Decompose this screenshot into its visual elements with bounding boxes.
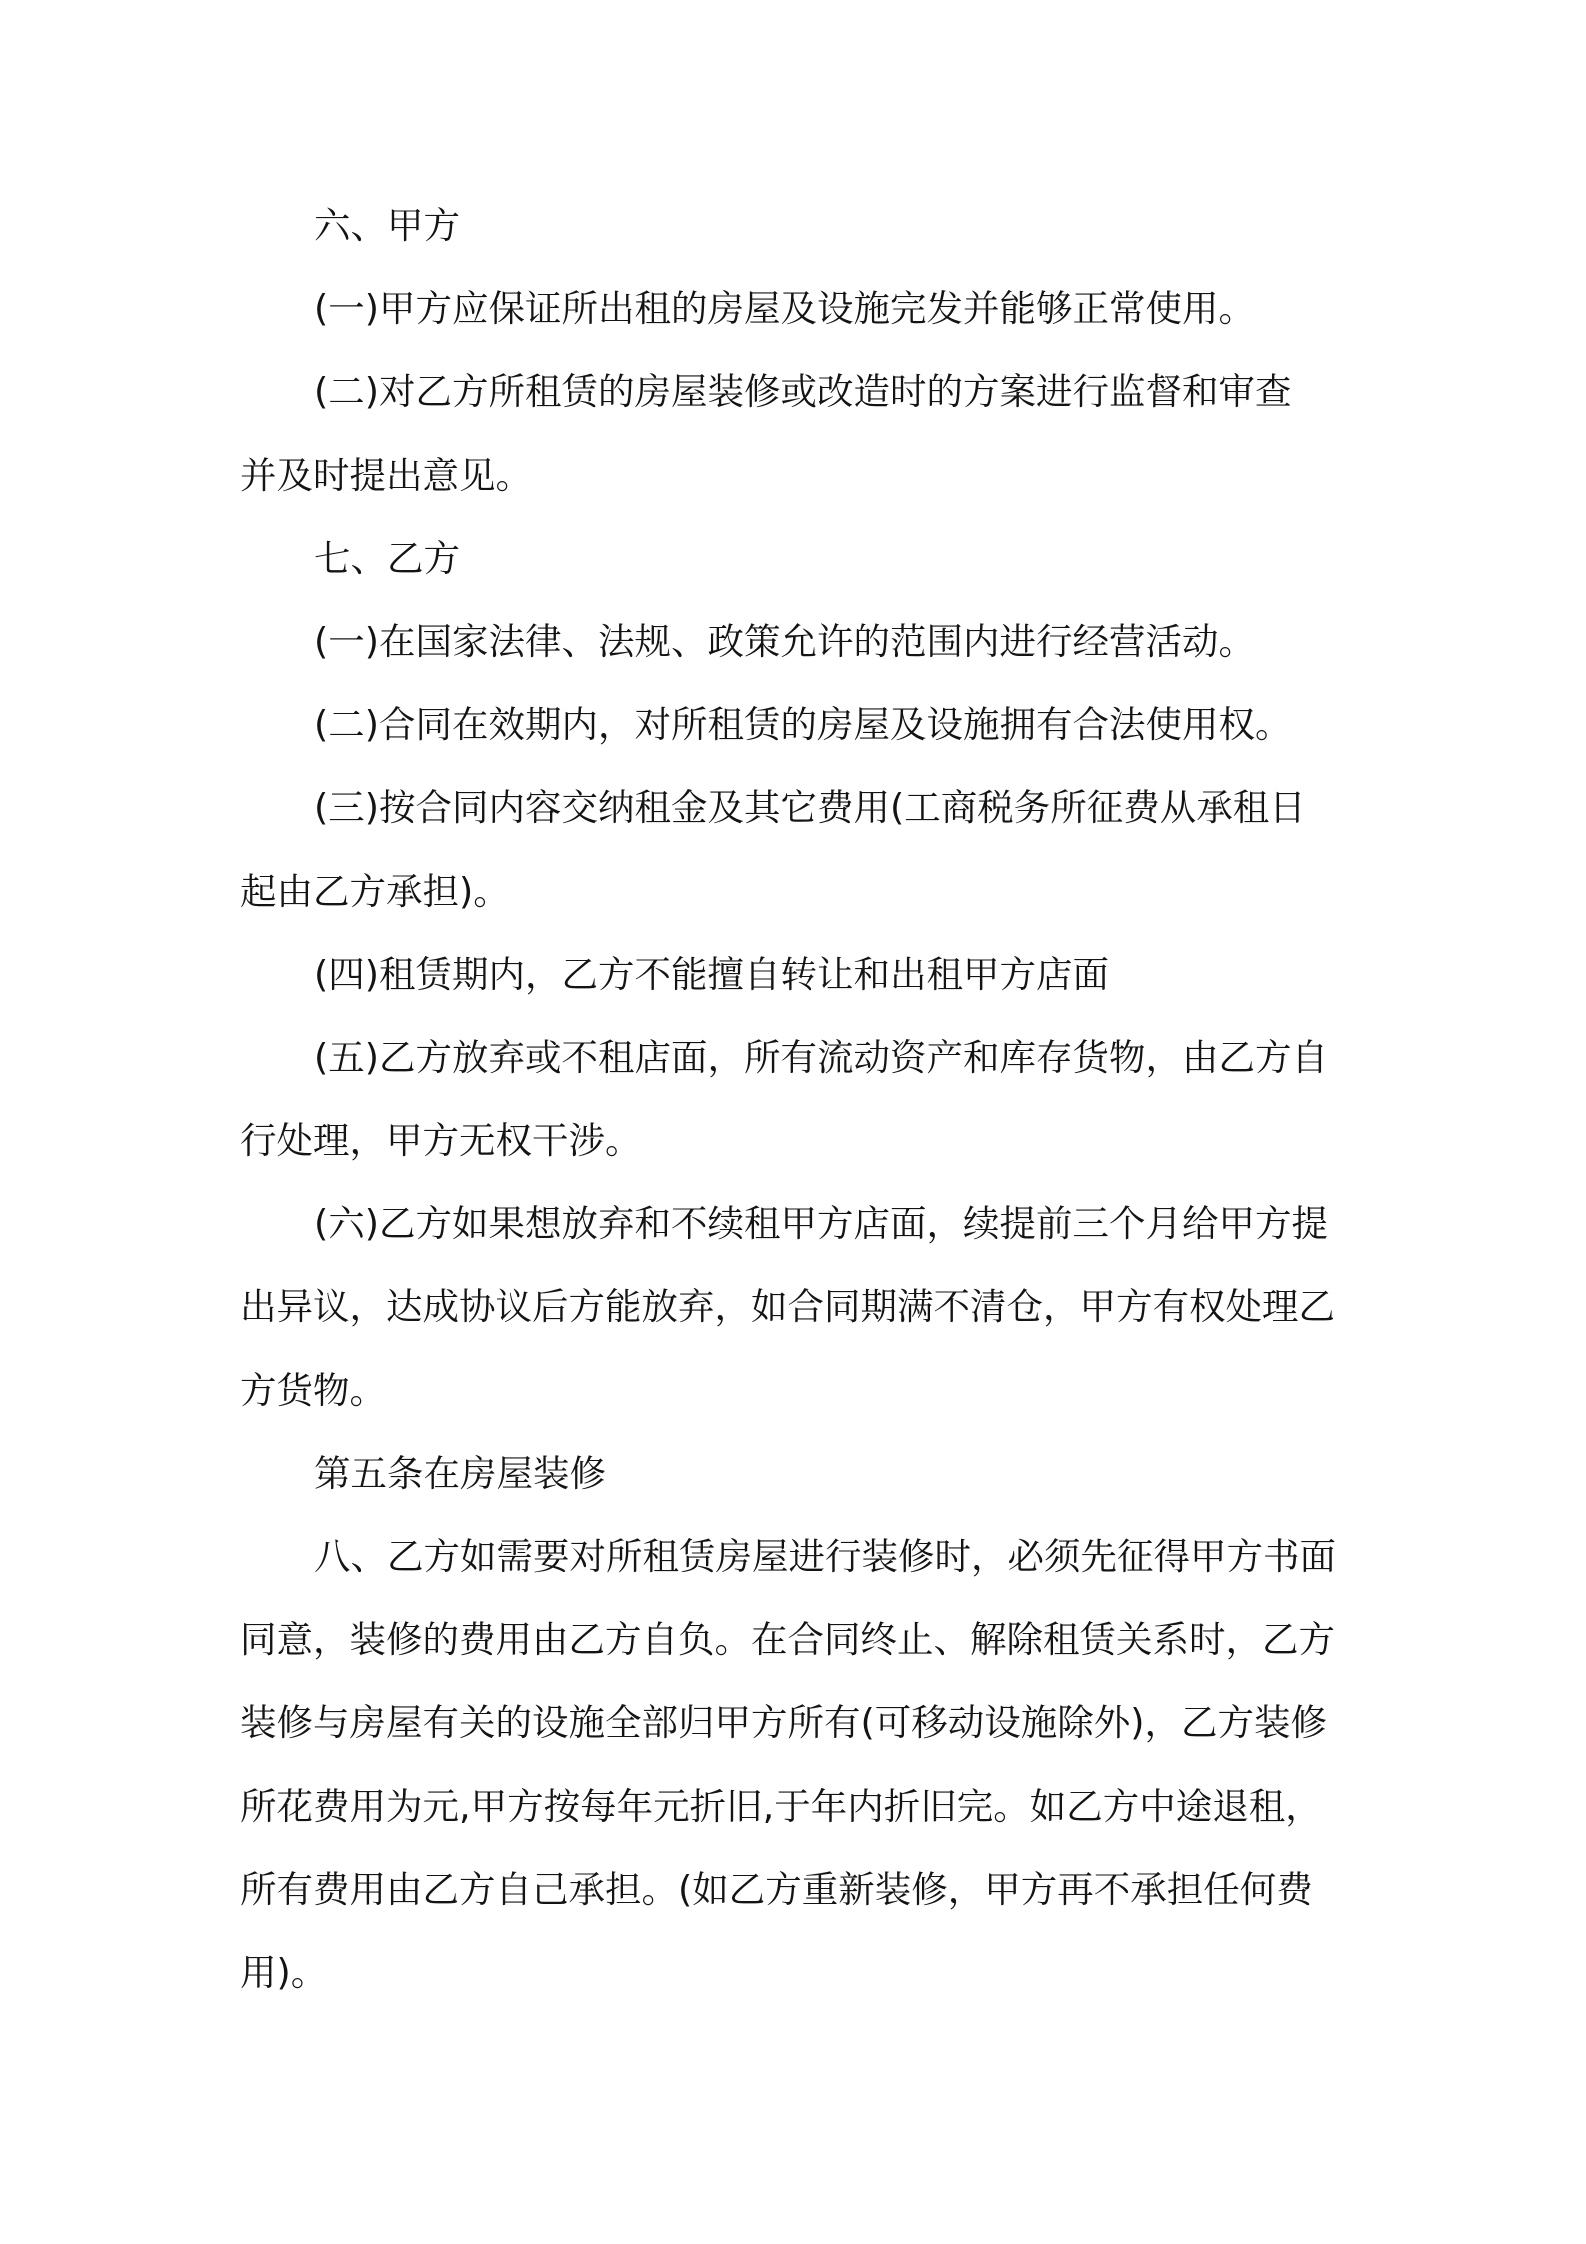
clause-b-4: [240, 933, 1360, 1016]
paragraph-line: (三)按合同内容交纳租金及其它费用(工商税务所征费从承租日: [314, 786, 1306, 830]
clause-a-2: [240, 350, 1360, 516]
paragraph-line: 第五条在房屋装修: [314, 1451, 606, 1495]
paragraph-line: (一)甲方应保证所出租的房屋及设施完发并能够正常使用。: [314, 287, 1255, 331]
heading-party-a: [240, 184, 1360, 267]
clause-b-6: [240, 1182, 1360, 1432]
paragraph-line: 用)。: [240, 1950, 328, 1994]
paragraph-line: 七、乙方: [314, 536, 460, 580]
paragraph-line: 所有费用由乙方自己承担。(如乙方重新装修，甲方再不承担任何费: [240, 1867, 1313, 1911]
paragraph-line: 六、甲方: [314, 204, 460, 247]
clause-b-2: [240, 683, 1360, 766]
paragraph-line: 装修与房屋有关的设施全部归甲方所有(可移动设施除外)，乙方装修: [240, 1701, 1327, 1745]
paragraph-line: 方货物。: [240, 1368, 386, 1412]
paragraph-line: 起由乙方承担)。: [240, 869, 510, 913]
paragraph-line: 并及时提出意见。: [240, 453, 532, 497]
document-body: [240, 184, 1360, 2014]
paragraph-line: (二)对乙方所租赁的房屋装修或改造时的方案进行监督和审查: [314, 370, 1292, 414]
clause-a-1: [240, 267, 1360, 350]
clause-8-renovation: [240, 1515, 1360, 2014]
paragraph-line: (二)合同在效期内，对所租赁的房屋及设施拥有合法使用权。: [314, 703, 1292, 747]
paragraph-line: (六)乙方如果想放弃和不续租甲方店面，续提前三个月给甲方提: [314, 1202, 1328, 1246]
heading-party-b: [240, 517, 1360, 600]
paragraph-line: 行处理，甲方无权干涉。: [240, 1119, 642, 1163]
heading-article-5: [240, 1432, 1360, 1515]
clause-b-5: [240, 1016, 1360, 1182]
paragraph-line: 所花费用为元,甲方按每年元折旧,于年内折旧完。如乙方中途退租，: [240, 1784, 1322, 1828]
paragraph-line: (四)租赁期内，乙方不能擅自转让和出租甲方店面: [314, 952, 1109, 996]
paragraph-line: 八、乙方如需要对所租赁房屋进行装修时，必须先征得甲方书面: [314, 1535, 1336, 1578]
clause-b-1: [240, 600, 1360, 683]
paragraph-line: (一)在国家法律、法规、政策允许的范围内进行经营活动。: [314, 619, 1255, 663]
paragraph-line: 同意，装修的费用由乙方自负。在合同终止、解除租赁关系时，乙方: [240, 1618, 1335, 1662]
clause-b-3: [240, 766, 1360, 932]
paragraph-line: (五)乙方放弃或不租店面，所有流动资产和库存货物，由乙方自: [314, 1035, 1328, 1079]
paragraph-line: 出异议，达成协议后方能放弃，如合同期满不清仓，甲方有权处理乙: [240, 1285, 1335, 1329]
